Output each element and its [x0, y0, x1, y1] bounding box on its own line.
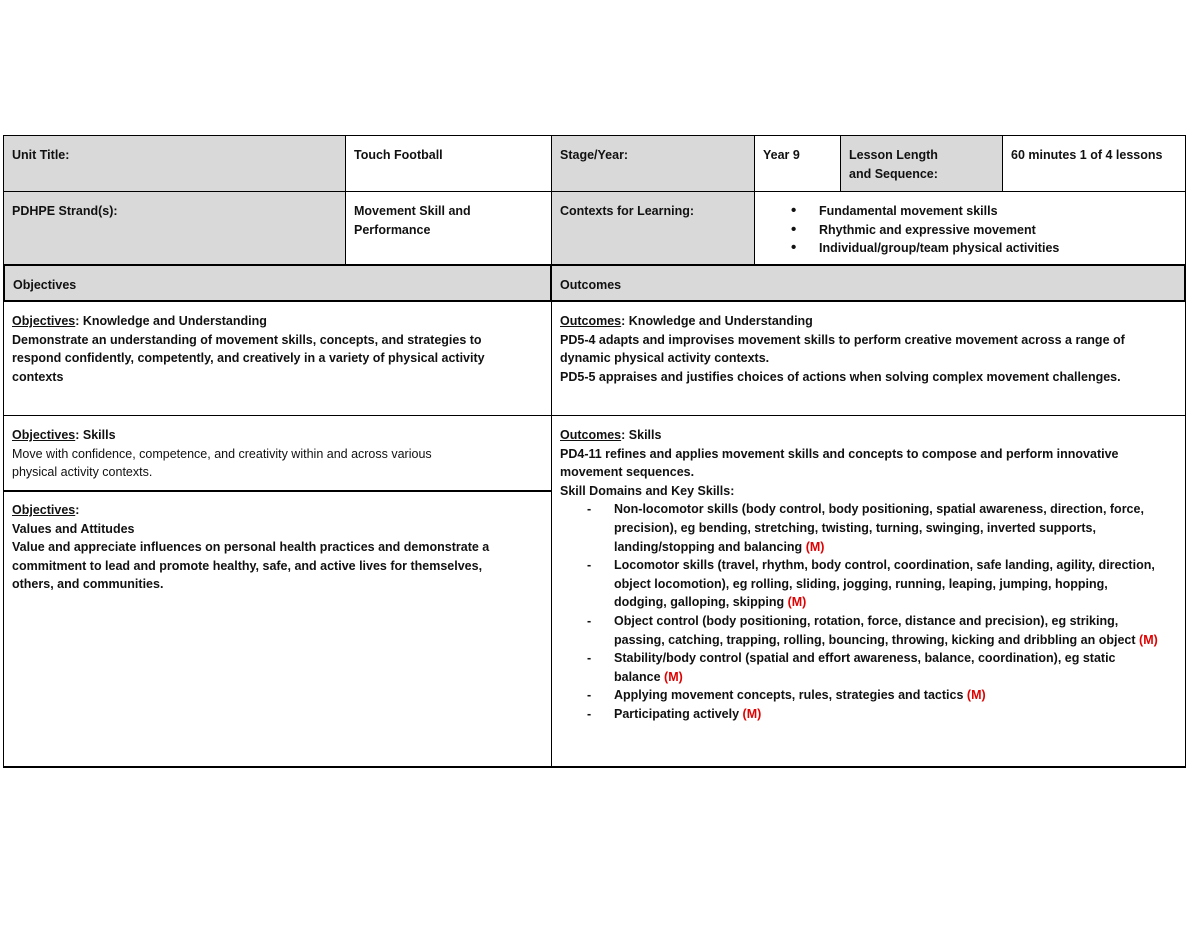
skill-domain-line: Locomotor skills (travel, rhythm, body control, coordination, safe landing, agility, direction,	[614, 558, 1155, 573]
objectives-values-colon: :	[75, 503, 80, 517]
outcomes-ku-subheading: : Knowledge and Understanding	[621, 314, 813, 328]
skill-domains-list	[560, 500, 1177, 723]
skill-domain-line: Object control (body positioning, rotation, force, distance and precision), eg striking,	[614, 613, 1119, 628]
unit-title-label: Unit Title:	[12, 148, 70, 162]
objectives-skills-line: Move with confidence, competence, and creativity within and across various	[12, 446, 432, 461]
dash-marker: -	[587, 558, 592, 573]
dash-marker: -	[587, 502, 592, 517]
skill-domain-line: Participating actively (M)	[614, 706, 762, 721]
outcomes-ku-line: dynamic physical activity contexts.	[560, 351, 770, 366]
objectives-ku-line: respond confidently, competently, and creatively in a variety of physical activity	[12, 351, 485, 366]
outcomes-ku-title	[560, 312, 1177, 331]
objectives-header: Objectives	[13, 278, 77, 292]
objectives-skills-subheading: : Skills	[75, 428, 116, 442]
outcomes-ku-line: PD5-5 appraises and justifies choices of actions when solving complex movement challenges.	[560, 369, 1121, 384]
objectives-values-cell	[3, 490, 552, 768]
objectives-ku-title	[12, 312, 543, 331]
context-item: • Fundamental movement skills	[819, 202, 1177, 221]
outcomes-skills-cell	[551, 415, 1186, 768]
objectives-ku-cell	[3, 301, 552, 416]
outcomes-skills-line: PD4-11 refines and applies movement skills and concepts to compose and perform innovative	[560, 446, 1119, 461]
skill-domain-item	[587, 705, 1177, 724]
dash-marker: -	[587, 706, 592, 721]
objectives-skills-heading: Objectives	[12, 428, 76, 442]
outcomes-skills-line: movement sequences.	[560, 465, 695, 480]
objectives-ku-heading: Objectives	[12, 314, 76, 328]
skill-domain-line: Non-locomotor skills (body control, body positioning, spatial awareness, direction, force,	[614, 502, 1144, 517]
skill-domain-item	[587, 612, 1177, 649]
unit-title-value-cell	[345, 135, 552, 192]
objectives-values-heading: Objectives	[12, 503, 76, 517]
outcomes-skills-title	[560, 426, 1177, 445]
lesson-length-value-cell	[1002, 135, 1186, 192]
outcomes-skills-heading: Outcomes	[560, 428, 622, 442]
context-item: • Rhythmic and expressive movement	[819, 221, 1177, 240]
skill-domain-line: balance (M)	[614, 669, 683, 684]
objectives-values-line: Value and appreciate influences on personal health practices and demonstrate a	[12, 540, 490, 555]
stage-value-cell	[754, 135, 841, 192]
skill-domain-line: Applying movement concepts, rules, strategies and tactics (M)	[614, 688, 986, 703]
objectives-header-cell	[3, 264, 552, 302]
lesson-length-label-line-2: and Sequence:	[849, 166, 938, 181]
skill-domain-item	[587, 556, 1177, 612]
mandatory-marker: (M)	[742, 706, 762, 721]
strand-value-line-1: Movement Skill and	[354, 204, 471, 218]
stage-label: Stage/Year:	[560, 148, 629, 162]
skill-domain-line: landing/stopping and balancing (M)	[614, 539, 825, 554]
strand-label: PDHPE Strand(s):	[12, 204, 118, 218]
dash-marker: -	[587, 688, 592, 703]
skill-domain-item	[587, 500, 1177, 556]
mandatory-marker: (M)	[1139, 632, 1158, 647]
lesson-length-value: 60 minutes 1 of 4 lessons	[1011, 148, 1163, 162]
mandatory-marker: (M)	[787, 595, 807, 610]
dash-marker: -	[587, 651, 592, 666]
skill-domain-line: dodging, galloping, skipping (M)	[614, 595, 807, 610]
objectives-ku-line: contexts	[12, 369, 64, 384]
skill-domain-line: object locomotion), eg rolling, sliding, jogging, running, leaping, jumping, hopping,	[614, 576, 1108, 591]
objectives-values-line: others, and communities.	[12, 577, 164, 592]
objectives-skills-title	[12, 426, 543, 445]
skill-domains-heading: Skill Domains and Key Skills:	[560, 483, 735, 498]
unit-title-value: Touch Football	[354, 148, 443, 162]
strand-value-line-2: Performance	[354, 222, 431, 237]
lesson-plan-table	[3, 135, 1186, 768]
objectives-ku-subheading: : Knowledge and Understanding	[75, 314, 267, 328]
skill-domain-line: precision), eg bending, stretching, twisting, turning, swinging, inverted supports,	[614, 520, 1096, 535]
contexts-list	[763, 202, 1177, 258]
outcomes-header: Outcomes	[560, 278, 622, 292]
stage-label-cell	[551, 135, 755, 192]
objectives-ku-line: Demonstrate an understanding of movement skills, concepts, and strategies to	[12, 332, 482, 347]
mandatory-marker: (M)	[664, 669, 683, 684]
contexts-value-cell	[754, 191, 1186, 266]
outcomes-header-cell	[550, 264, 1186, 302]
context-item: • Individual/group/team physical activities	[819, 239, 1177, 258]
outcomes-skills-subheading: : Skills	[621, 428, 662, 442]
outcomes-ku-cell	[551, 301, 1186, 416]
mandatory-marker: (M)	[805, 539, 825, 554]
unit-title-label-cell	[3, 135, 346, 192]
objectives-values-subheading: Values and Attitudes	[12, 521, 135, 536]
contexts-label: Contexts for Learning:	[560, 204, 695, 218]
lesson-length-label-cell	[840, 135, 1003, 192]
strand-value-cell	[345, 191, 552, 266]
mandatory-marker: (M)	[966, 688, 986, 703]
contexts-label-cell	[551, 191, 755, 266]
dash-marker: -	[587, 613, 592, 628]
skill-domain-item	[587, 649, 1177, 686]
skill-domain-line: passing, catching, trapping, rolling, bouncing, throwing, kicking and dribbling an object (M)	[614, 632, 1158, 647]
objectives-skills-cell	[3, 415, 552, 492]
outcomes-ku-line: PD5-4 adapts and improvises movement skills to perform creative movement across a range of	[560, 332, 1125, 347]
skill-domain-line: Stability/body control (spatial and effort awareness, balance, coordination), eg static	[614, 651, 1116, 666]
strand-label-cell	[3, 191, 346, 266]
stage-value: Year 9	[763, 148, 800, 162]
objectives-skills-line: physical activity contexts.	[12, 465, 153, 480]
skill-domain-item	[587, 686, 1177, 705]
objectives-values-title	[12, 501, 543, 520]
objectives-values-line: commitment to lead and promote healthy, safe, and active lives for themselves,	[12, 558, 483, 573]
outcomes-ku-heading: Outcomes	[560, 314, 622, 328]
lesson-length-label-line-1: Lesson Length	[849, 148, 938, 162]
